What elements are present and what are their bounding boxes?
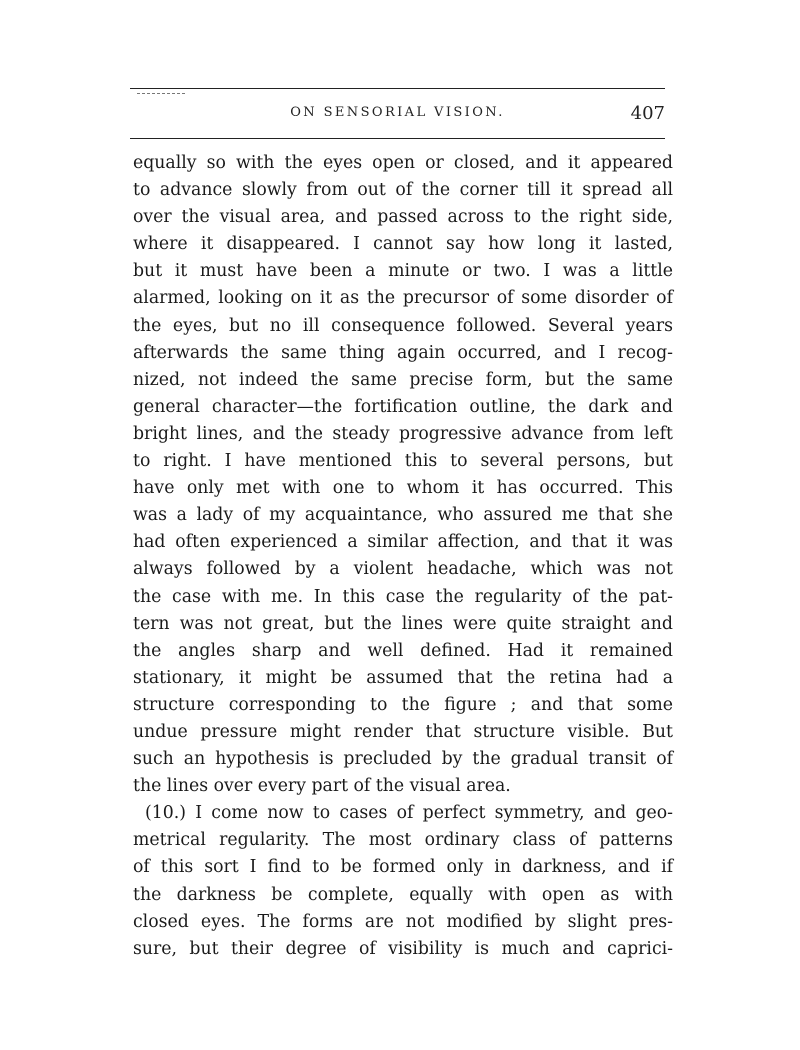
text-line: where it disappeared. I cannot say how long it lasted, bbox=[133, 234, 673, 255]
text-line: to advance slowly from out of the corner till it spread all bbox=[133, 180, 673, 201]
text-line: afterwards the same thing again occurred, and I recog- bbox=[133, 342, 673, 363]
text-line: of this sort I find to be formed only in darkness, and if bbox=[133, 857, 673, 878]
page-number: 407 bbox=[630, 103, 665, 124]
text-line: alarmed, looking on it as the precursor of some disorder of bbox=[133, 288, 673, 309]
header-top-rule bbox=[130, 88, 665, 89]
text-line: the eyes, but no ill consequence followed. Several years bbox=[133, 315, 673, 336]
text-line: closed eyes. The forms are not modified by slight pres- bbox=[133, 911, 673, 932]
text-line: but it must have been a minute or two. I was a little bbox=[133, 261, 673, 282]
text-line: sure, but their degree of visibility is much and caprici- bbox=[133, 938, 673, 959]
text-line: structure corresponding to the figure ; and that some bbox=[133, 694, 673, 715]
paragraph-start-line: (10.) I come now to cases of perfect symmetry, and geo- bbox=[145, 803, 673, 824]
body-text bbox=[133, 150, 673, 963]
text-line: tern was not great, but the lines were quite straight and bbox=[133, 613, 673, 634]
text-line: had often experienced a similar affection, and that it was bbox=[133, 532, 673, 553]
text-line: was a lady of my acquaintance, who assured me that she bbox=[133, 505, 673, 526]
text-line: the darkness be complete, equally with open as with bbox=[133, 884, 673, 905]
text-line: equally so with the eyes open or closed, and it appeared bbox=[133, 153, 673, 173]
text-line: stationary, it might be assumed that the retina had a bbox=[133, 667, 673, 688]
header-rule-fragment bbox=[137, 93, 185, 94]
text-line: bright lines, and the steady progressive advance from left bbox=[133, 423, 673, 444]
running-head: ON SENSORIAL VISION. bbox=[290, 105, 505, 120]
header-bottom-rule bbox=[130, 138, 665, 139]
text-line: metrical regularity. The most ordinary class of patterns bbox=[133, 830, 673, 851]
text-line: to right. I have mentioned this to several persons, but bbox=[133, 451, 673, 472]
text-line: such an hypothesis is precluded by the gradual transit of bbox=[133, 749, 673, 770]
text-line: the case with me. In this case the regularity of the pat- bbox=[133, 586, 673, 607]
text-line: over the visual area, and passed across to the right side, bbox=[133, 207, 673, 228]
text-line: have only met with one to whom it has occurred. This bbox=[133, 478, 673, 499]
text-line: general character—the fortification outline, the dark and bbox=[133, 396, 673, 417]
text-line: always followed by a violent headache, which was not bbox=[133, 559, 673, 580]
text-line: nized, not indeed the same precise form, but the same bbox=[133, 369, 673, 390]
text-line: undue pressure might render that structure visible. But bbox=[133, 721, 673, 742]
text-line: the angles sharp and well defined. Had it remained bbox=[133, 640, 673, 661]
page-header bbox=[130, 104, 665, 128]
paragraph-end-line: the lines over every part of the visual area. bbox=[133, 776, 511, 797]
